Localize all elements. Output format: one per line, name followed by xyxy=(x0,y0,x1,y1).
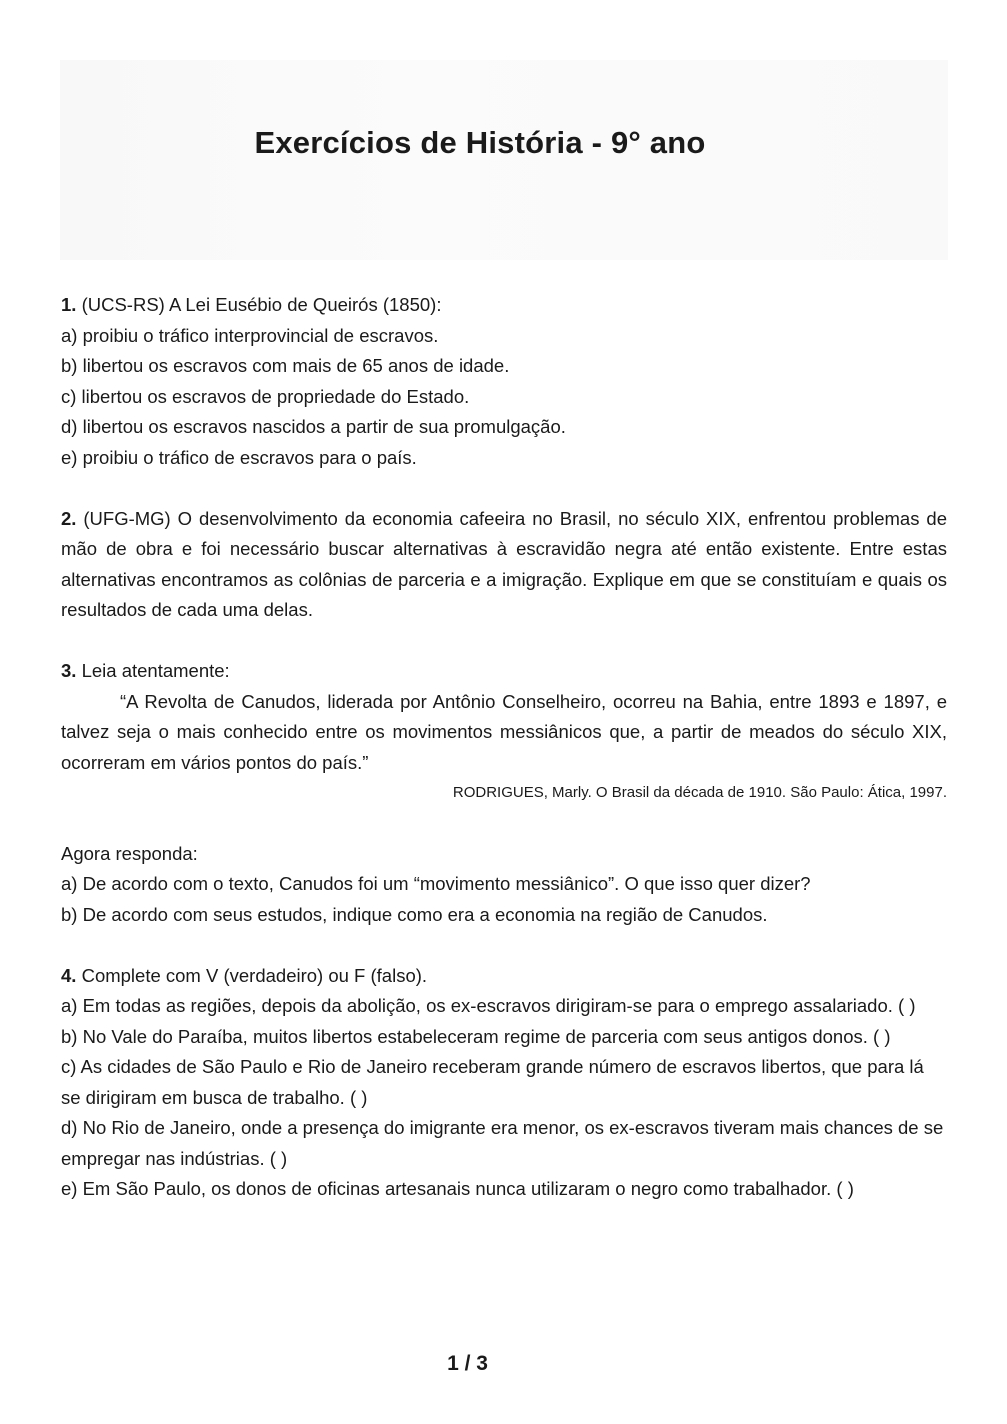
statement-e: e) Em São Paulo, os donos de oficinas artesanais nunca utilizaram o negro como trabalhador. ( ) xyxy=(61,1178,854,1199)
answer-prompt: Agora responda: xyxy=(61,842,198,864)
option-c: c) libertou os escravos de propriedade do Estado. xyxy=(61,385,470,407)
question-text: Complete com V (verdadeiro) ou F (falso). xyxy=(76,964,428,986)
statement-c: c) As cidades de São Paulo e Rio de Janeiro receberam grande número de escravos libertos, que para lá se dirigiram em busca de trabalho. ( ) xyxy=(61,1056,924,1108)
statement-d: d) No Rio de Janeiro, onde a presença do imigrante era menor, os ex-escravos tiveram mais chances de se empregar nas indústrias. ( ) xyxy=(61,1117,944,1169)
citation-source: RODRIGUES, Marly. O Brasil da década de 1910. São Paulo: Ática, 1997. xyxy=(452,784,947,801)
question-text: (UFG-MG) O desenvolvimento da economia cafeeira no Brasil, no século XIX, enfrentou problemas de mão de obra e foi necessário buscar alternativas à escravidão negra até então existente. Entre estas alternativas encontramos as colônias de parceria e a imigração. Explique em que se constituíam e quais os resultados de cada uma delas. xyxy=(61,507,947,620)
option-d: d) libertou os escravos nascidos a partir de sua promulgação. xyxy=(61,416,566,437)
question-number: 4. xyxy=(61,964,77,986)
option-b: b) libertou os escravos com mais de 65 anos de idade. xyxy=(61,355,510,376)
page-title: Exercícios de História - 9° ano xyxy=(254,125,706,160)
question-1-stem xyxy=(61,290,947,321)
question-4 xyxy=(61,961,947,1205)
question-text: (UCS-RS) A Lei Eusébio de Queirós (1850): xyxy=(76,294,442,315)
question-number: 3. xyxy=(61,660,77,681)
question-3 xyxy=(61,656,947,930)
exercise-list xyxy=(61,290,947,1205)
question-4-intro xyxy=(61,961,947,992)
question-number: 2. xyxy=(61,507,77,529)
statement-b: b) No Vale do Paraíba, muitos libertos estabeleceram regime de parceria com seus antigos donos. ( ) xyxy=(61,1025,891,1047)
question-2 xyxy=(61,504,947,626)
quotation: “A Revolta de Canudos, liderada por Antônio Conselheiro, ocorreu na Bahia, entre 1893 e 1897, e talvez seja o mais conhecido entre os movimentos messiânicos que, a partir de meados do século XIX, ocorreram em vários pontos do país.” xyxy=(61,690,947,773)
question-3-intro xyxy=(61,656,947,687)
option-e: e) proibiu o tráfico de escravos para o país. xyxy=(61,446,417,468)
question-number: 1. xyxy=(61,294,77,315)
option-a: a) proibiu o tráfico interprovincial de escravos. xyxy=(61,324,439,346)
item-a: a) De acordo com o texto, Canudos foi um “movimento messiânico”. O que isso quer dizer? xyxy=(61,873,811,894)
question-1 xyxy=(61,290,947,473)
question-2-text xyxy=(61,504,947,626)
statement-a: a) Em todas as regiões, depois da abolição, os ex-escravos dirigiram-se para o emprego assalariado. ( ) xyxy=(61,995,916,1016)
item-b: b) De acordo com seus estudos, indique como era a economia na região de Canudos. xyxy=(61,903,768,925)
question-text: Leia atentamente: xyxy=(76,660,230,681)
page-number: 1 / 3 xyxy=(447,1352,488,1375)
